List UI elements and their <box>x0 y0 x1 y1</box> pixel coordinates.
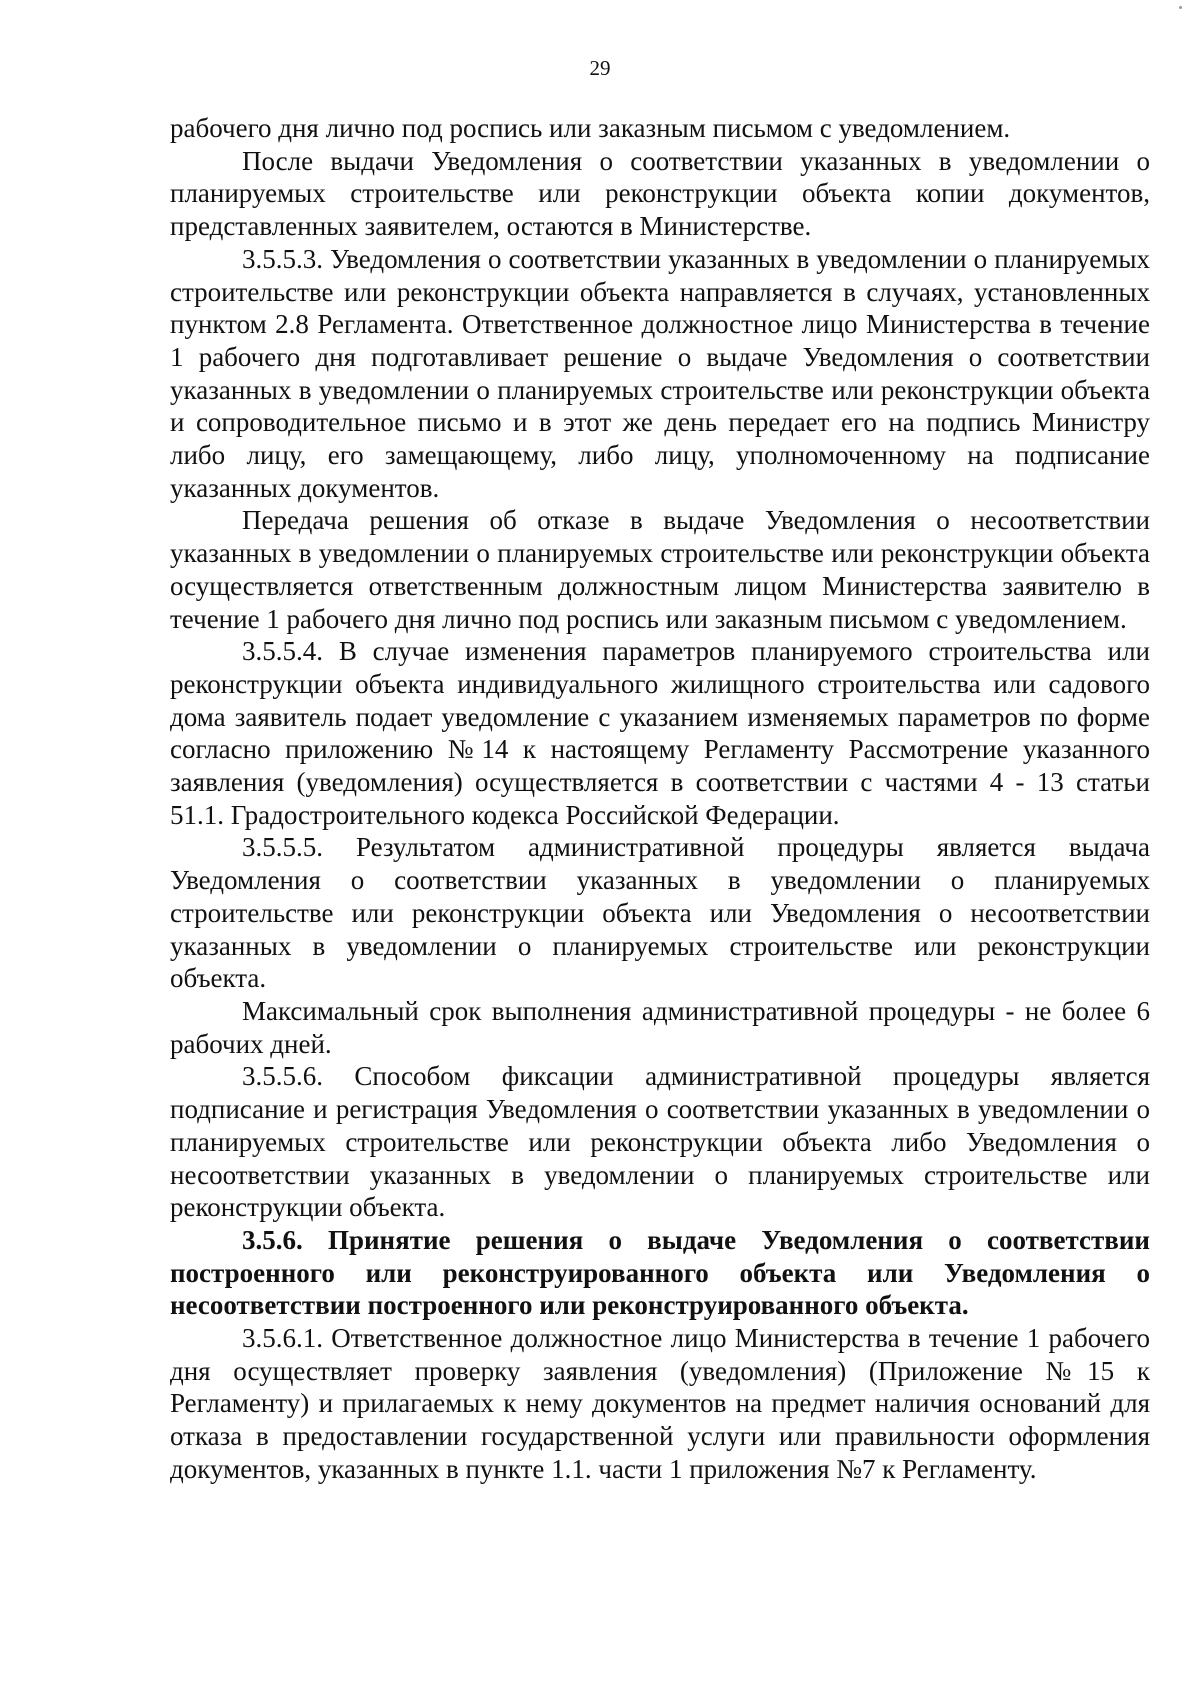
document-body <box>170 112 1150 1486</box>
paragraph-3-5-5-5: 3.5.5.5. Результатом административной процедуры является выдача Уведомления о соответствии указанных в уведомлении о планируемых строительстве или реконструкции объекта или Уведомления о несоответствии указанных в уведомлении о планируемых строительстве или реконструкции объекта. <box>170 832 1150 994</box>
paragraph-continuation: рабочего дня лично под роспись или заказным письмом с уведомлением. <box>170 113 1011 143</box>
paragraph-3-5-6-1: 3.5.6.1. Ответственное должностное лицо Министерства в течение 1 рабочего дня осуществляет проверку заявления (уведомления) (Приложение №15 к Регламенту) и прилагаемых к нему документов на предмет наличия оснований для отказа в предоставлении государственной услуги или правильности оформления документов, указанных в пункте 1.1. части 1 приложения №7 к Регламенту. <box>170 1323 1150 1484</box>
paragraph-3-5-5-4: 3.5.5.4. В случае изменения параметров планируемого строительства или реконструкции объекта индивидуального жилищного строительства или садового дома заявитель подает уведомление с указанием изменяемых параметров по форме согласно приложению №14 к настоящему Регламенту Рассмотрение указанного заявления (уведомления) осуществляется в соответствии с частями 4 - 13 статьи 51.1. Градостроительного кодекса Российской Федерации. <box>170 636 1150 830</box>
paragraph-refusal-transfer: Передача решения об отказе в выдаче Уведомления о несоответствии указанных в уведомлении о планируемых строительстве или реконструкции объекта осуществляется ответственным должностным лицом Министерства заявителю в течение 1 рабочего дня лично под роспись или заказным письмом с уведомлением. <box>170 505 1150 634</box>
paragraph-after-issuance: После выдачи Уведомления о соответствии указанных в уведомлении о планируемых строительстве или реконструкции объекта копии документов, представленных заявителем, остаются в Министерстве. <box>170 145 1150 242</box>
scan-speck <box>1179 6 1182 9</box>
paragraph-3-5-5-3: 3.5.5.3. Уведомления о соответствии указанных в уведомлении о планируемых строительстве или реконструкции объекта направляется в случаях, установленных пунктом 2.8 Регламента. Ответственное должностное лицо Министерства в течение 1 рабочего дня подготавливает решение о выдаче Уведомления о соответствии указанных в уведомлении о планируемых строительстве или реконструкции объекта и сопроводительное письмо и в этот же день передает его на подпись Министру либо лицу, его замещающему, либо лицу, уполномоченному на подписание указанных документов. <box>170 243 1150 503</box>
page-number: 29 <box>589 56 611 80</box>
paragraph-3-5-5-6: 3.5.5.6. Способом фиксации административной процедуры является подписание и регистрация Уведомления о соответствии указанных в уведомлении о планируемых строительстве или реконструкции объекта либо Уведомления о несоответствии указанных в уведомлении о планируемых строительстве или реконструкции объекта. <box>170 1061 1150 1223</box>
section-heading-3-5-6: 3.5.6. Принятие решения о выдаче Уведомления о соответствии построенного или реконструированного объекта или Уведомления о несоответствии построенного или реконструированного объекта. <box>170 1224 1150 1321</box>
paragraph-max-term: Максимальный срок выполнения административной процедуры - не более 6 рабочих дней. <box>170 995 1150 1059</box>
